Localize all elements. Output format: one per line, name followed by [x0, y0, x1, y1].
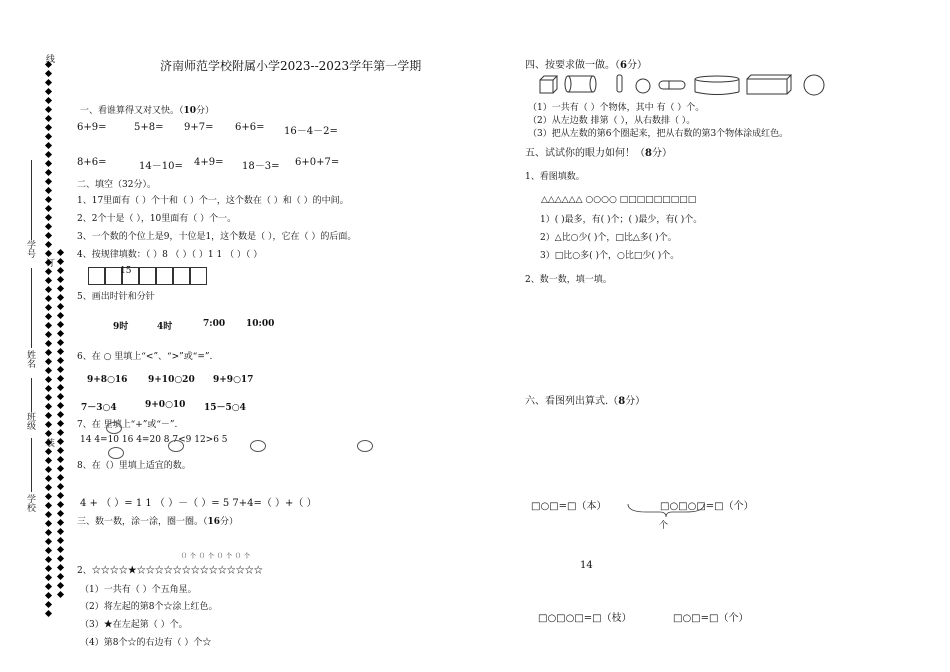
binding-diamond [57, 510, 64, 517]
stars-sub2: （2）将左起的第8个☆涂上红色。 [80, 602, 218, 612]
binding-diamond [45, 556, 52, 563]
binding-diamond [45, 277, 52, 284]
clock-time: 7:00 [203, 319, 226, 329]
binding-diamond [45, 394, 52, 401]
solid-shapes-row [537, 72, 837, 98]
section6-heading: 六、看图列出算式.（8分） [525, 396, 646, 407]
calc-item: 6+6= [235, 122, 265, 133]
binding-diamond [57, 303, 64, 310]
binding-diamond [57, 357, 64, 364]
question-7: 7、在 里填上“+”或“－”. [77, 420, 178, 430]
binding-label-xian: 线 [44, 54, 54, 63]
binding-diamond [57, 456, 64, 463]
binding-diamond [57, 537, 64, 544]
small-cylinder-shape [617, 75, 622, 92]
name-line [31, 268, 32, 348]
binding-diamond [45, 502, 52, 509]
binding-diamond [57, 375, 64, 382]
binding-diamond [57, 582, 64, 589]
section1-heading: 一、看谁算得又对又快。（10分） [80, 106, 215, 116]
section4-sub3: （3）把从左数的第6个圈起来，把从右数的第3个物体涂成红色。 [528, 129, 789, 139]
curly-brace [626, 502, 706, 518]
binding-diamond [45, 214, 52, 221]
clock-time: 9时 [113, 322, 129, 332]
calc-item: 18－3= [242, 161, 280, 172]
answer-oval[interactable] [106, 422, 122, 434]
question-2: 2、2个十是（ ），10里面有（ ）个一。 [77, 214, 237, 224]
binding-diamond [57, 321, 64, 328]
binding-diamond [45, 115, 52, 122]
shape-count-row: △△△△△△ ○○○○ □□□□□□□□□ [541, 195, 697, 205]
stars-sub1: （1）一共有（ ）个五角星。 [80, 585, 197, 595]
question-7-expressions: 14 4=10 16 4=20 8 7<9 12>6 5 [80, 435, 228, 445]
binding-diamond [45, 205, 52, 212]
binding-diamond [57, 420, 64, 427]
exam-title: 济南师范学校附属小学2023--2023学年第一学期 [160, 59, 422, 73]
binding-diamond [45, 142, 52, 149]
section4-sub2: （2）从左边数 排第（ ），从右数排（ ）。 [528, 116, 696, 126]
calc-item: 14－10= [139, 161, 183, 172]
number-box[interactable] [156, 267, 173, 285]
binding-diamond [45, 340, 52, 347]
binding-diamond [45, 376, 52, 383]
binding-diamond [45, 241, 52, 248]
binding-diamond [45, 106, 52, 113]
stars-question: 2、☆☆☆☆★☆☆☆☆☆☆☆☆☆☆☆☆☆☆ [77, 566, 263, 576]
binding-diamond [45, 160, 52, 167]
binding-diamond [45, 151, 52, 158]
label-name: 姓名 [25, 350, 35, 368]
binding-diamond [45, 412, 52, 419]
binding-diamond [45, 547, 52, 554]
binding-diamond [57, 564, 64, 571]
question-8-expressions: 4 + （ ）= 1 1 （ ）－（ ）= 5 7+4=（ ）+（ ） [80, 498, 317, 509]
binding-diamond [57, 519, 64, 526]
binding-diamond [45, 322, 52, 329]
ball-shape [804, 75, 824, 95]
compare-item: 9+9○17 [213, 375, 254, 385]
binding-diamond [57, 339, 64, 346]
label-class: 班级 [25, 412, 35, 430]
binding-diamond [57, 366, 64, 373]
question-8: 8、在（）里填上适宜的数。 [77, 461, 191, 471]
binding-diamond [57, 573, 64, 580]
calc-item: 6+0+7= [295, 157, 340, 168]
answer-oval[interactable] [168, 440, 184, 452]
number-box[interactable] [173, 267, 190, 285]
count-blanks: （）个（）个（）个（）个 [178, 553, 251, 560]
section5-sub1: 1）( )最多，有( )个；( )最少，有( )个。 [540, 215, 703, 225]
question-4: 4、按规律填数：（ ）8 （ ）（ ）1 1 （ ）（ ） [77, 250, 263, 260]
binding-diamond [45, 466, 52, 473]
binding-diamond [57, 330, 64, 337]
binding-diamond [45, 169, 52, 176]
binding-diamond [57, 546, 64, 553]
number-box[interactable] [190, 267, 207, 285]
student-number-line [31, 160, 32, 240]
compare-item: 7－3○4 [81, 403, 117, 413]
binding-diamond [45, 124, 52, 131]
binding-diamond [57, 447, 64, 454]
answer-oval[interactable] [357, 440, 373, 452]
question-6: 6、在 ○ 里填上“<”、“>”或“=”. [77, 352, 213, 362]
calc-item: 4+9= [194, 157, 224, 168]
binding-diamond [57, 429, 64, 436]
clock-time: 4时 [157, 322, 173, 332]
question-1: 1、17里面有（ ）个十和（ ）个一，这个数在（ ）和（ ）的中间。 [77, 196, 349, 206]
binding-diamond [57, 249, 64, 256]
binding-diamond [57, 393, 64, 400]
binding-diamond [57, 501, 64, 508]
binding-label-zhuang: 装 [44, 438, 54, 447]
binding-diamond [45, 358, 52, 365]
binding-diamond [57, 528, 64, 535]
label-student-number: 学号 [25, 240, 35, 258]
binding-diamond [57, 591, 64, 598]
binding-diamond [45, 295, 52, 302]
school-line [31, 438, 32, 492]
binding-diamond [57, 465, 64, 472]
section3-heading: 三、数一数，涂一涂，圈一圈。（16分） [77, 517, 239, 527]
binding-diamond [57, 384, 64, 391]
binding-label-ding: 订 [44, 258, 54, 267]
calc-item: 5+8= [134, 122, 164, 133]
binding-diamond [45, 331, 52, 338]
binding-diamond [45, 70, 52, 77]
cuboid-shape [747, 75, 791, 94]
binding-diamond [45, 250, 52, 257]
binding-diamond [45, 448, 52, 455]
equation-flowers: □○□○□=□（枝） [538, 613, 632, 624]
class-line [31, 378, 32, 412]
binding-diamond [45, 601, 52, 608]
binding-diamond [57, 285, 64, 292]
capsule-shape [659, 81, 685, 89]
number-box-value: 15 [120, 266, 132, 276]
binding-diamond [45, 529, 52, 536]
binding-diamond [45, 79, 52, 86]
binding-diamond [45, 493, 52, 500]
number-box[interactable] [88, 267, 105, 285]
binding-diamond [57, 483, 64, 490]
question-3: 3、一个数的个位上是9，十位是1，这个数是（ ），它在（ ）的后面。 [77, 232, 357, 242]
section4-sub1: （1）一共有（ ）个物体，其中 有（ ）个。 [528, 103, 705, 113]
binding-diamond [45, 187, 52, 194]
binding-diamond [45, 421, 52, 428]
binding-diamond [57, 492, 64, 499]
compare-item: 9+10○20 [148, 375, 195, 385]
clock-time: 10:00 [246, 319, 275, 329]
binding-diamond [57, 348, 64, 355]
section5-sub2: 2）△比○少( )个，□比△多( )个。 [540, 233, 677, 243]
binding-diamond [57, 402, 64, 409]
binding-diamond [45, 349, 52, 356]
binding-diamond [57, 438, 64, 445]
brace-label: 个 [659, 521, 669, 531]
binding-diamond [45, 196, 52, 203]
answer-oval[interactable] [250, 440, 266, 452]
equation-items-2: □○□=□（个） [673, 613, 749, 624]
binding-diamond [45, 385, 52, 392]
binding-diamond [45, 583, 52, 590]
binding-diamond [45, 538, 52, 545]
binding-diamond [45, 520, 52, 527]
binding-diamond [45, 511, 52, 518]
label-school: 学校 [25, 494, 35, 512]
binding-diamond [45, 178, 52, 185]
calc-item: 9+7= [184, 122, 214, 133]
equation-items-1: □○□○□=□（个） [660, 501, 754, 512]
binding-diamond [45, 475, 52, 482]
compare-item: 9+0○10 [145, 400, 186, 410]
binding-diamond [57, 258, 64, 265]
binding-diamond [45, 97, 52, 104]
number-fourteen: 14 [580, 560, 593, 571]
binding-diamond [57, 555, 64, 562]
calc-item: 8+6= [77, 157, 107, 168]
binding-diamond [45, 565, 52, 572]
binding-diamond [45, 133, 52, 140]
binding-diamond [45, 430, 52, 437]
binding-diamond [45, 268, 52, 275]
section5-q2: 2、数一数，填一填。 [525, 275, 612, 285]
binding-diamond [45, 574, 52, 581]
cylinder-shape [565, 76, 596, 92]
binding-diamond [45, 88, 52, 95]
compare-item: 15－5○4 [204, 403, 246, 413]
binding-diamond [45, 457, 52, 464]
section5-sub3: 3）□比○多( )个，○比□少( )个。 [540, 251, 680, 261]
binding-diamond [57, 474, 64, 481]
binding-diamond [57, 294, 64, 301]
section5-heading: 五、试试你的眼力如何！（8分） [525, 148, 672, 159]
stars-sub4: （4）第8个☆的右边有（ ）个☆ [80, 638, 212, 648]
calc-item: 6+9= [77, 122, 107, 133]
binding-diamond [45, 484, 52, 491]
binding-diamond [45, 223, 52, 230]
binding-diamond [57, 411, 64, 418]
question-5: 5、画出时针和分针 [77, 292, 155, 302]
equation-books: □○□=□（本） [531, 501, 607, 512]
calc-item: 16－4－2= [284, 126, 338, 137]
cube-shape [540, 76, 557, 93]
sphere-shape [636, 79, 650, 93]
section5-q1: 1、看图填数。 [525, 172, 585, 182]
binding-diamond [57, 267, 64, 274]
compare-item: 9+8○16 [87, 375, 128, 385]
flat-cylinder-shape [695, 76, 739, 95]
binding-diamond [45, 313, 52, 320]
binding-diamond [45, 304, 52, 311]
section2-heading: 二、填空（32分）。 [77, 180, 156, 190]
stars-sub3: （3）★在左起第（ ）个。 [80, 620, 188, 630]
binding-diamond [45, 592, 52, 599]
binding-diamond [45, 403, 52, 410]
binding-diamond [57, 312, 64, 319]
binding-diamond [57, 276, 64, 283]
binding-diamond [45, 610, 52, 617]
binding-diamond [45, 286, 52, 293]
binding-diamond [45, 232, 52, 239]
binding-diamond [45, 367, 52, 374]
number-box[interactable] [139, 267, 156, 285]
section4-heading: 四、按要求做一做。（6分） [525, 60, 647, 71]
